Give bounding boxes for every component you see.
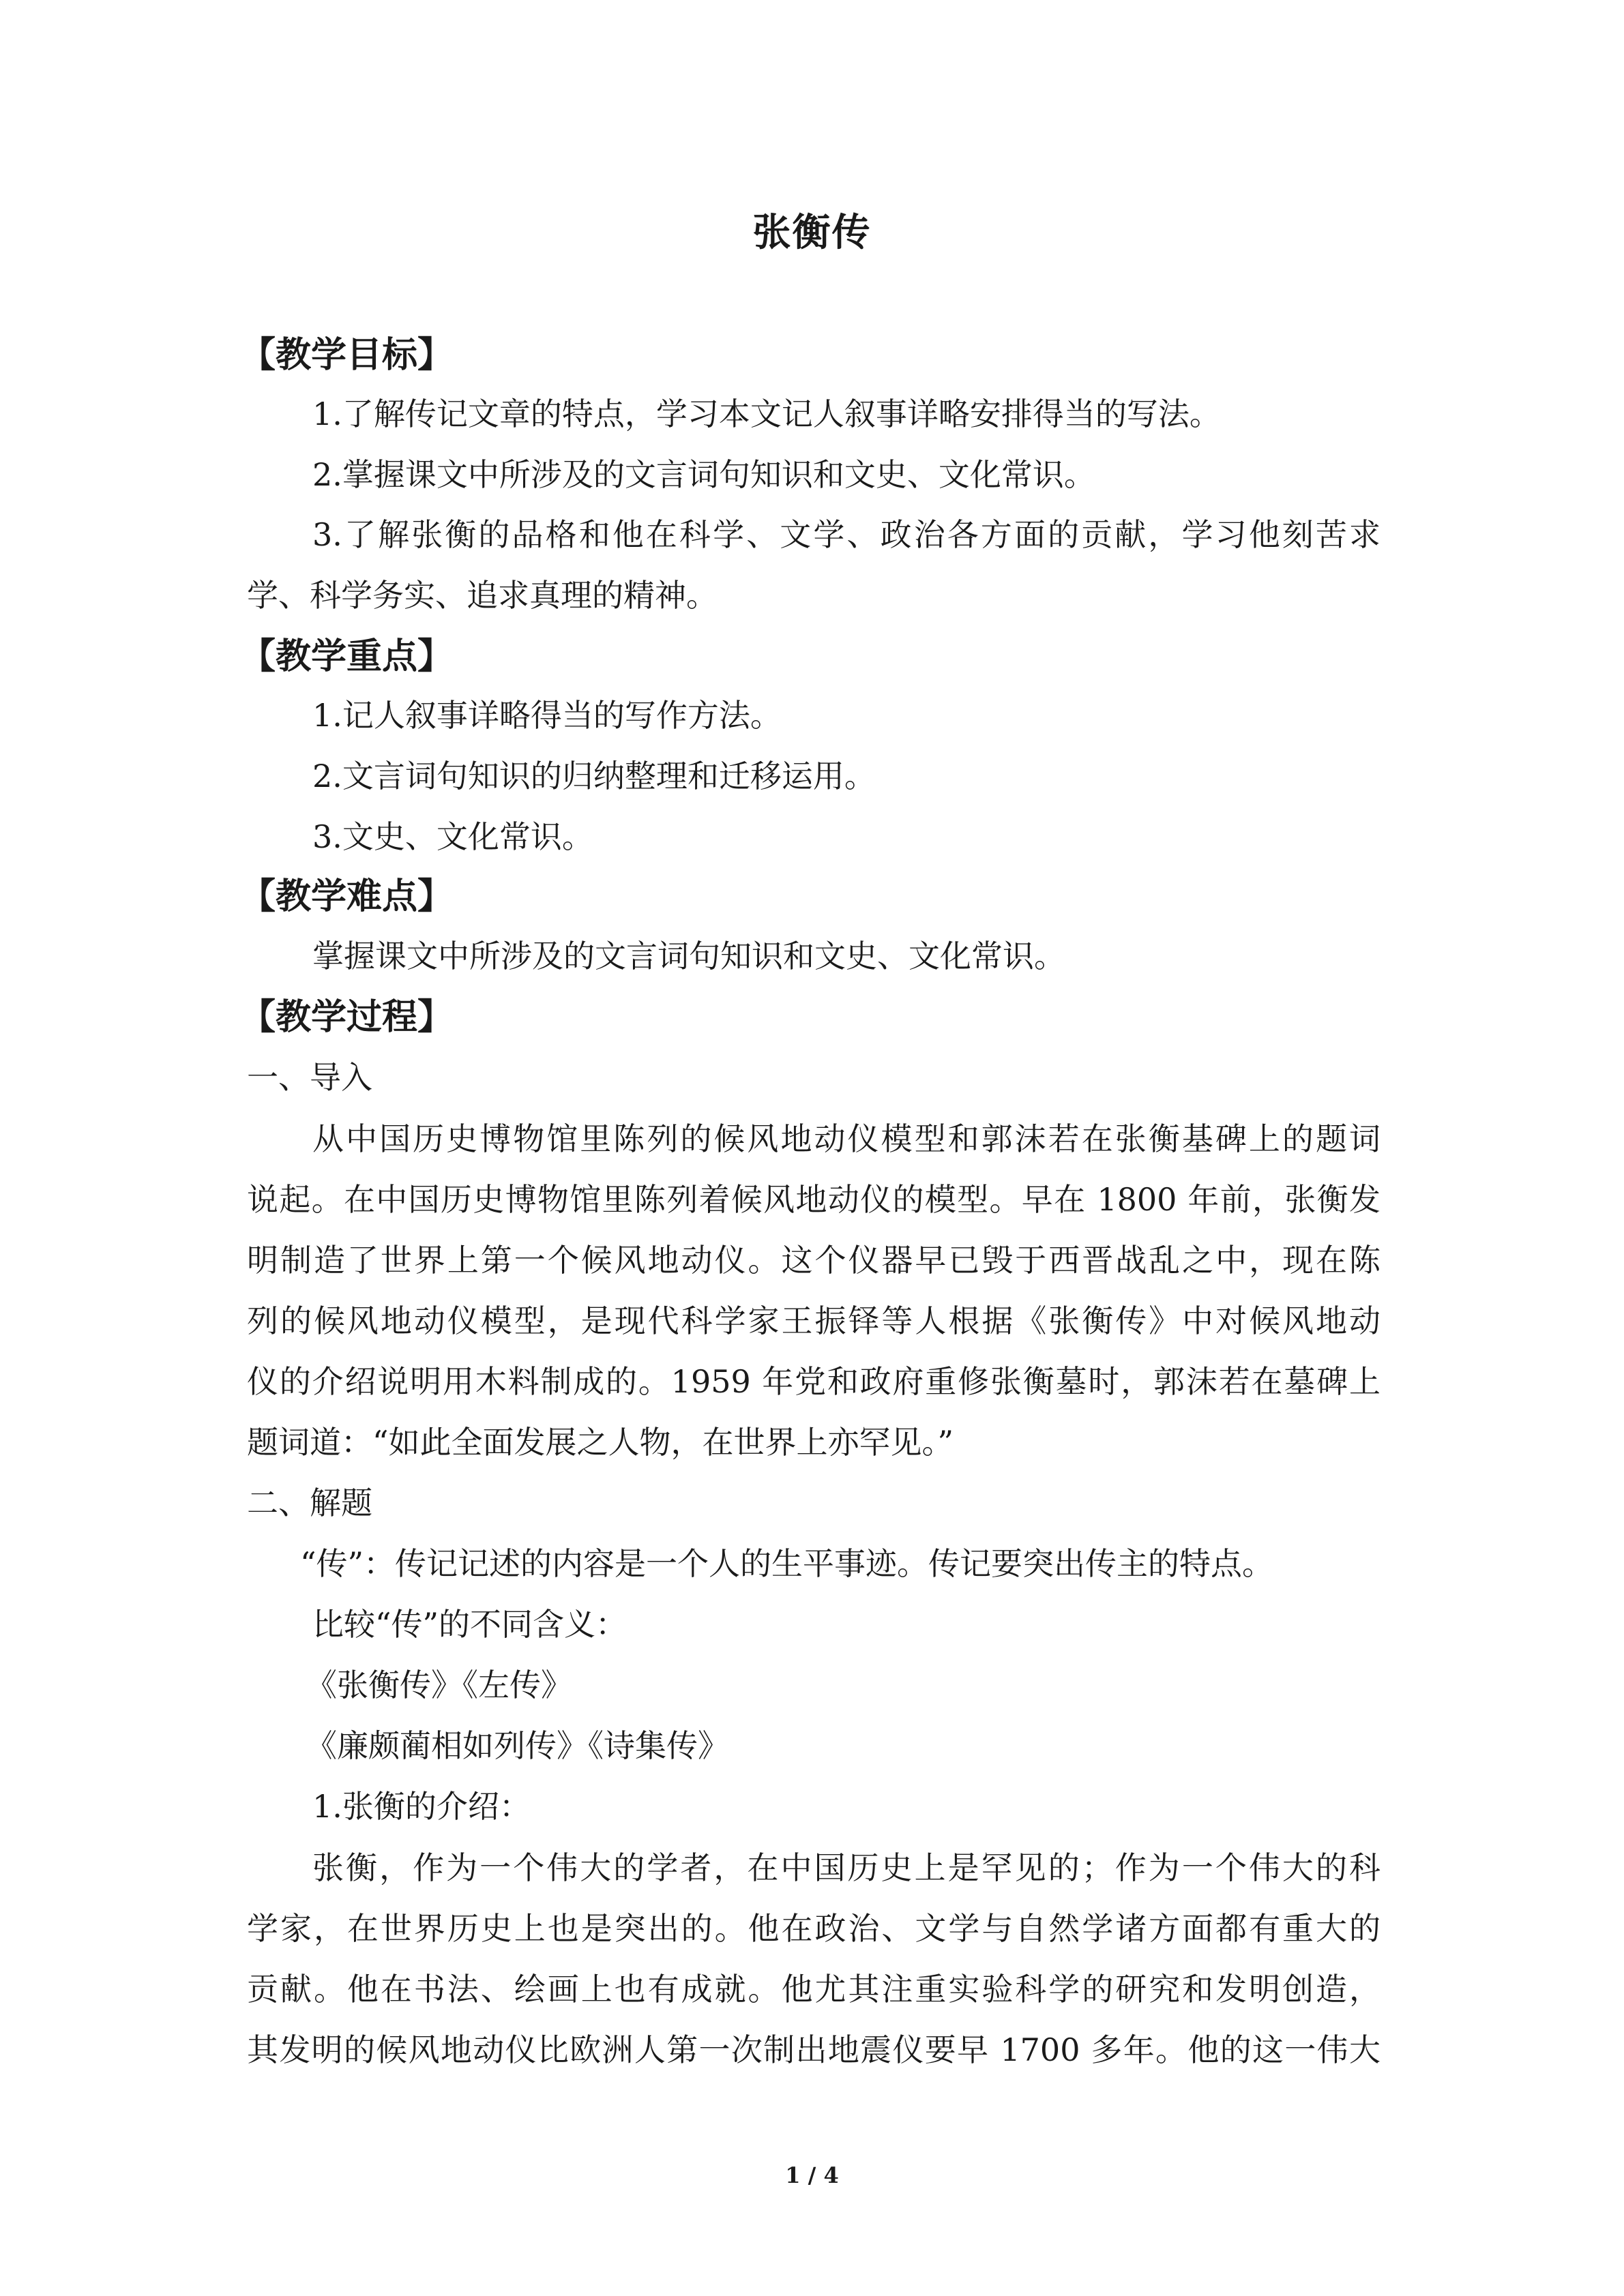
intro-line-6: 题词道：“如此全面发展之人物，在世界上亦罕见。” [247, 1424, 954, 1461]
explain-line-2: 比较“传”的不同含义： [312, 1606, 628, 1643]
bio-line-4: 其发明的候风地动仪比欧洲人第一次制出地震仪要早 1700 多年。他的这一伟大 [247, 2031, 1381, 2068]
section-heading-focus: 【教学重点】 [240, 636, 454, 677]
explain-line-4: 《廉颇蔺相如列传》《诗集传》 [306, 1727, 729, 1764]
intro-line-1: 从中国历史博物馆里陈列的候风地动仪模型和郭沫若在张衡基碑上的题词 [312, 1120, 1381, 1157]
intro-line-3: 明制造了世界上第一个候风地动仪。这个仪器早已毁于西晋战乱之中，现在陈 [247, 1242, 1381, 1279]
goal-item-2: 2.掌握课文中所涉及的文言词句知识和文史、文化常识。 [312, 456, 1095, 493]
explain-line-1: “传”：传记记述的内容是一个人的生平事迹。传记要突出传主的特点。 [300, 1545, 1274, 1582]
bio-line-1: 张衡，作为一个伟大的学者，在中国历史上是罕见的；作为一个伟大的科 [312, 1849, 1381, 1886]
goal-item-1: 1.了解传记文章的特点，学习本文记人叙事详略安排得当的写法。 [312, 396, 1221, 432]
intro-line-5: 仪的介绍说明用木料制成的。1959 年党和政府重修张衡墓时，郭沫若在墓碑上 [247, 1363, 1381, 1400]
section-heading-difficulty: 【教学难点】 [240, 876, 454, 917]
bio-line-3: 贡献。他在书法、绘画上也有成就。他尤其注重实验科学的研究和发明创造， [247, 1971, 1381, 2008]
bio-line-2: 学家，在世界历史上也是突出的。他在政治、文学与自然学诸方面都有重大的 [247, 1910, 1381, 1947]
difficulty-text: 掌握课文中所涉及的文言词句知识和文史、文化常识。 [312, 938, 1065, 974]
subheading-intro: 一、导入 [247, 1059, 372, 1096]
subheading-explain: 二、解题 [247, 1485, 372, 1521]
focus-item-3: 3.文史、文化常识。 [312, 818, 593, 855]
page-title: 张衡传 [752, 211, 872, 255]
section-heading-process: 【教学过程】 [240, 997, 454, 1038]
explain-line-5: 1.张衡的介绍： [312, 1788, 531, 1825]
intro-line-4: 列的候风地动仪模型，是现代科学家王振铎等人根据《张衡传》中对候风地动 [247, 1302, 1381, 1339]
focus-item-1: 1.记人叙事详略得当的写作方法。 [312, 697, 782, 734]
section-heading-goals: 【教学目标】 [240, 335, 454, 376]
page-indicator: 1 / 4 [785, 2162, 839, 2188]
goal-item-3-cont: 学、科学务实、追求真理的精神。 [247, 577, 718, 614]
goal-item-3: 3.了解张衡的品格和他在科学、文学、政治各方面的贡献，学习他刻苦求 [312, 516, 1381, 553]
focus-item-2: 2.文言词句知识的归纳整理和迁移运用。 [312, 758, 876, 794]
intro-line-2: 说起。在中国历史博物馆里陈列着候风地动仪的模型。早在 1800 年前，张衡发 [247, 1181, 1381, 1218]
explain-line-3: 《张衡传》《左传》 [306, 1667, 572, 1703]
